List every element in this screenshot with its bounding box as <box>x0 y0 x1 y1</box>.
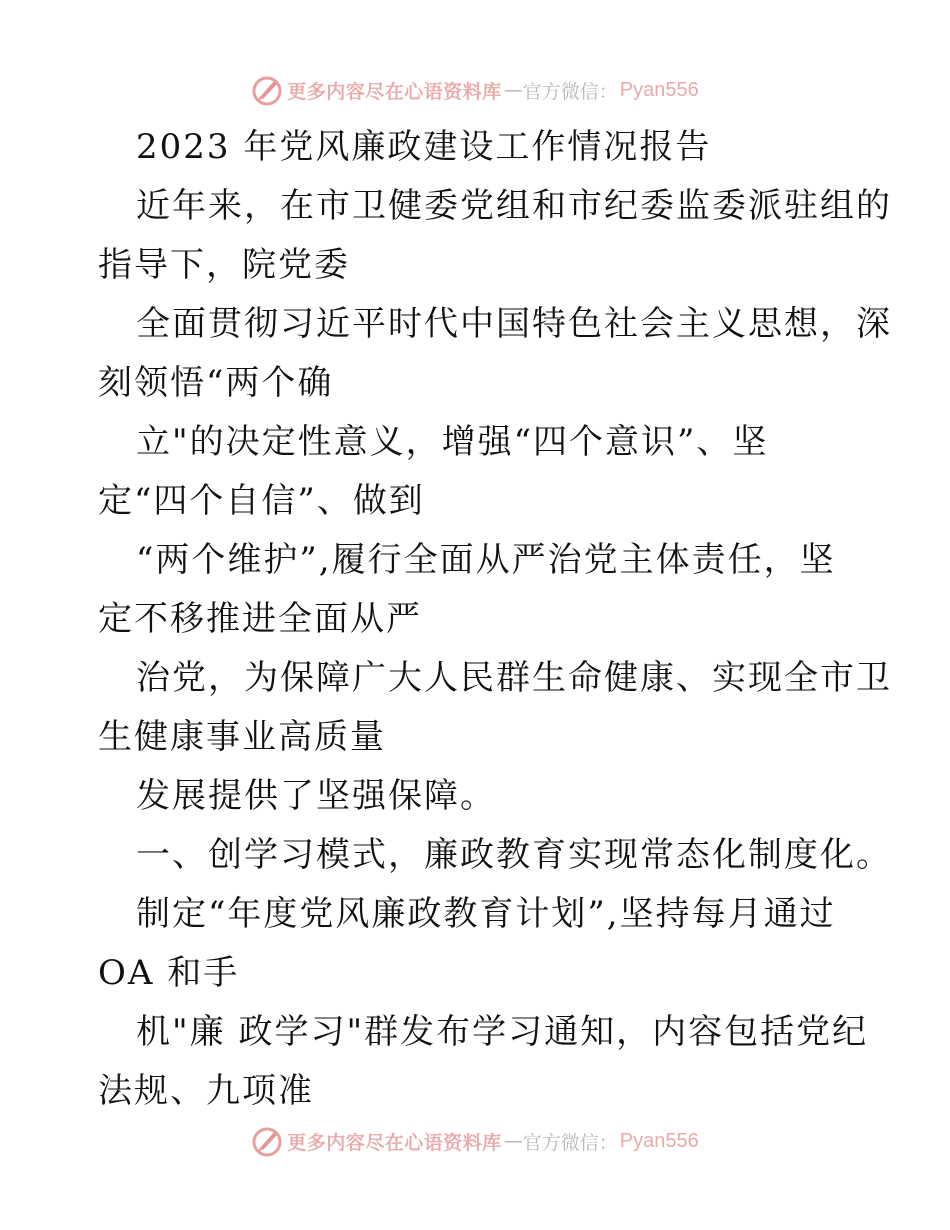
footer-watermark <box>0 1121 950 1161</box>
watermark-wechat-label: 官方微信： <box>522 1131 618 1154</box>
watermark-wechat-label: 官方微信： <box>522 80 618 103</box>
section-heading: 一、创学习模式，廉政教育实现常态化制度化。 <box>136 835 892 875</box>
paragraph-line: 机"廉 政学习"群发布学习通知，内容包括党纪 <box>136 1012 869 1052</box>
quill-logo-icon <box>251 74 283 106</box>
paragraph-line: 制定“年度党风廉政教育计划”,坚持每月通过 <box>136 894 836 934</box>
document-title: 2023 年党风廉政建设工作情况报告 <box>136 127 712 167</box>
header-watermark <box>0 70 950 110</box>
paragraph-line: 刻领悟“两个确 <box>98 363 334 403</box>
watermark-separator: — <box>503 1130 523 1152</box>
paragraph-line: 定不移推进全面从严 <box>98 599 422 639</box>
paragraph-line: “两个维护”,履行全面从严治党主体责任，坚 <box>136 540 836 580</box>
paragraph-line: 全面贯彻习近平时代中国特色社会主义思想，深 <box>136 304 892 344</box>
watermark-wechat-id: Pyan556 <box>619 1129 699 1152</box>
watermark-separator: — <box>503 79 523 101</box>
quill-logo-icon <box>251 1125 283 1157</box>
paragraph-line: 立"的决定性意义，增强“四个意识”、坚 <box>136 422 769 462</box>
watermark-site-name: 更多内容尽在心语资料库 <box>287 80 502 103</box>
watermark-site-name: 更多内容尽在心语资料库 <box>287 1131 502 1154</box>
paragraph-line: 发展提供了坚强保障。 <box>136 776 496 816</box>
paragraph-line: 近年来，在市卫健委党组和市纪委监委派驻组的 <box>136 186 892 226</box>
watermark-wechat-id: Pyan556 <box>619 78 699 101</box>
paragraph-line: 治党，为保障广大人民群生命健康、实现全市卫 <box>136 658 892 698</box>
paragraph-line: OA 和手 <box>98 953 240 993</box>
paragraph-line: 生健康事业高质量 <box>98 717 386 757</box>
paragraph-line: 定“四个自信”、做到 <box>98 481 425 521</box>
paragraph-line: 指导下，院党委 <box>98 245 350 285</box>
paragraph-line: 法规、九项准 <box>98 1071 314 1111</box>
